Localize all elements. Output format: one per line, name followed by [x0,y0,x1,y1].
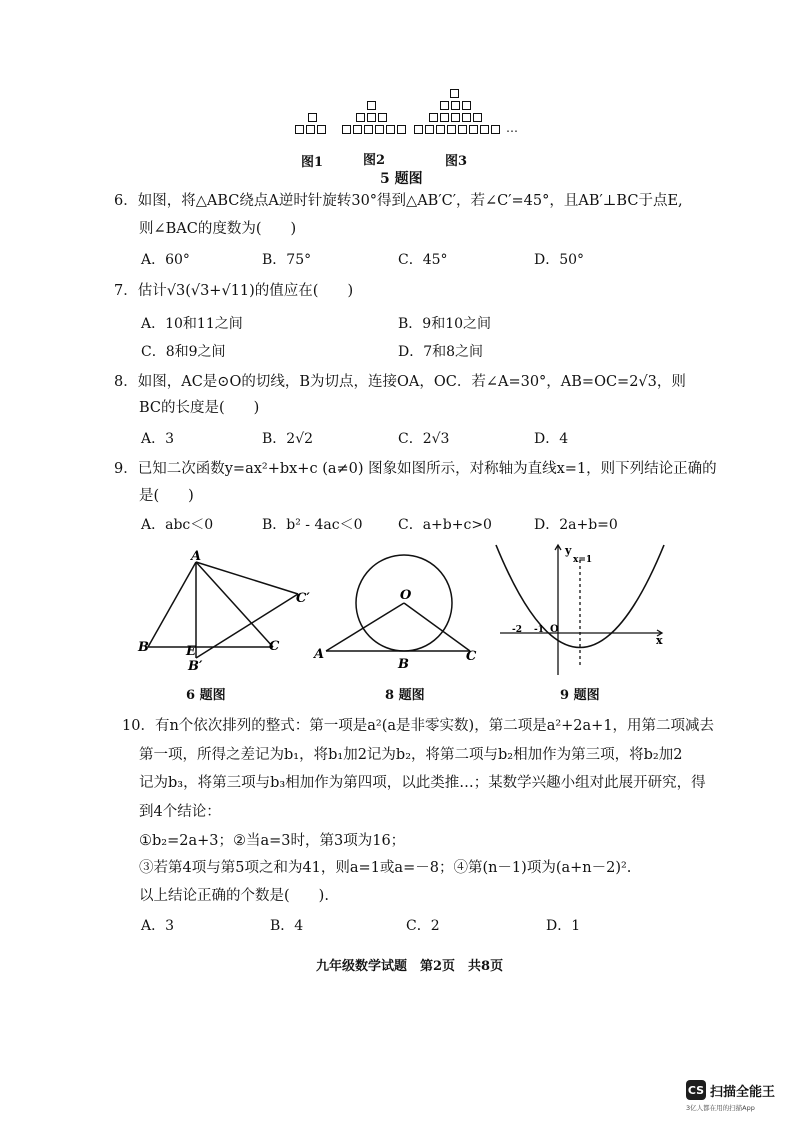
q6-stem-line2: 则∠BAC的度数为( ) [139,221,297,237]
fig8-label-c: C [466,649,477,664]
q6-option-d: D．50° [534,252,585,268]
fig9-label-origin: O [550,624,559,635]
q10-stem-line1: 10．有n个依次排列的整式：第一项是a²(a是非零实数)，第二项是a²+2a+1，用第二项减去 [122,718,715,734]
fig5-label-1: 图1 [301,155,324,170]
q7-option-a: A．10和11之间 [141,316,243,332]
q6-option-a: A．60° [141,252,190,268]
fig9-label-x: x [656,634,663,647]
q7-option-b: B．9和10之间 [398,316,492,332]
q8-option-a: A．3 [141,431,175,447]
fig5-pattern [290,85,530,145]
fig8-caption: 8 题图 [385,688,425,703]
q9-option-c: C．a+b+c>0 [398,517,492,533]
q9-option-a: A．abc＜0 [141,517,214,533]
fig5-label-2: 图2 [363,153,386,168]
fig6-label-bp: B′ [188,659,203,674]
watermark-app-name: 扫描全能王 [710,1085,776,1100]
fig8-label-o: O [400,588,412,603]
camscanner-logo-icon: CS [686,1080,706,1100]
q10-option-b: B．4 [270,918,304,934]
fig6-diagram [130,550,320,675]
q10-question: 以上结论正确的个数是( ). [139,888,329,904]
fig9-caption: 9 题图 [560,688,600,703]
q8-option-d: D．4 [534,431,569,447]
q10-option-d: D．1 [546,918,581,934]
q10-stem-line3: 记为b₃，将第三项与b₃相加作为第四项，以此类推…；某数学兴趣小组对此展开研究，得 [139,775,706,791]
q9-stem-line1: 9．已知二次函数y=ax²+bx+c (a≠0) 图象如图所示，对称轴为直线x=1，则下列结论正确的 [114,461,717,477]
q10-conclusion-3-4: ③若第4项与第5项之和为41，则a=1或a=－8；④第(n－1)项为(a+n－2)². [139,860,632,876]
q8-stem-line1: 8．如图，AC是⊙O的切线，B为切点，连接OA，OC．若∠A=30°，AB=OC=2√3，则 [114,374,686,390]
q8-option-b: B．2√2 [262,431,314,447]
q10-conclusion-1-2: ①b₂=2a+3；②当a=3时，第3项为16； [139,833,406,849]
page-footer: 九年级数学试题 第2页 共8页 [316,959,504,974]
q9-stem-line2: 是( ) [139,488,194,504]
fig8-segment-oc [404,603,470,651]
fig9-label-y: y [565,544,572,557]
fig9-label-m2: -2 [512,625,522,635]
q6-stem-line1: 6．如图，将△ABC绕点A逆时针旋转30°得到△AB′C′，若∠C′=45°，且AB′⊥BC于点E, [114,193,683,209]
fig6-segment-bpcp [196,594,298,658]
fig9-label-m1: -1 [534,625,544,635]
fig5-caption: 5 题图 [380,171,423,187]
q8-stem-line2: BC的长度是( ) [139,400,260,416]
q10-stem-line2: 第一项，所得之差记为b₁，将b₁加2记为b₂，将第二项与b₂相加作为第三项，将b₂加2 [139,747,683,763]
q10-option-a: A．3 [141,918,175,934]
fig8-label-b: B [398,657,409,672]
fig6-label-e: E [186,644,196,659]
q7-option-c: C．8和9之间 [141,344,226,360]
q10-option-c: C．2 [406,918,440,934]
fig6-label-a: A [191,550,202,564]
fig9-label-axis: x=1 [573,555,593,565]
fig6-caption: 6 题图 [186,688,226,703]
fig8-diagram [312,552,482,672]
q6-option-c: C．45° [398,252,448,268]
watermark-tagline: 3亿人都在用的扫描App [686,1104,755,1112]
fig8-segment-oa [326,603,404,651]
fig6-label-cp: C′ [296,591,310,606]
q9-option-b: B．b² - 4ac＜0 [262,517,363,533]
fig6-label-c: C [269,639,280,654]
scanner-watermark [686,1080,790,1116]
fig5-ellipsis: … [506,121,518,135]
q6-option-b: B．75° [262,252,312,268]
fig6-label-b: B [138,640,149,655]
q9-option-d: D．2a+b=0 [534,517,618,533]
q7-stem: 7．估计√3(√3+√11)的值应在( ) [114,283,354,299]
fig5-label-3: 图3 [445,154,468,169]
fig6-segment-ab [148,562,196,647]
fig8-label-a: A [314,647,325,662]
q10-stem-line4: 到4个结论： [139,804,221,820]
q7-option-d: D．7和8之间 [398,344,484,360]
q8-option-c: C．2√3 [398,431,450,447]
fig9-graph [490,540,680,680]
